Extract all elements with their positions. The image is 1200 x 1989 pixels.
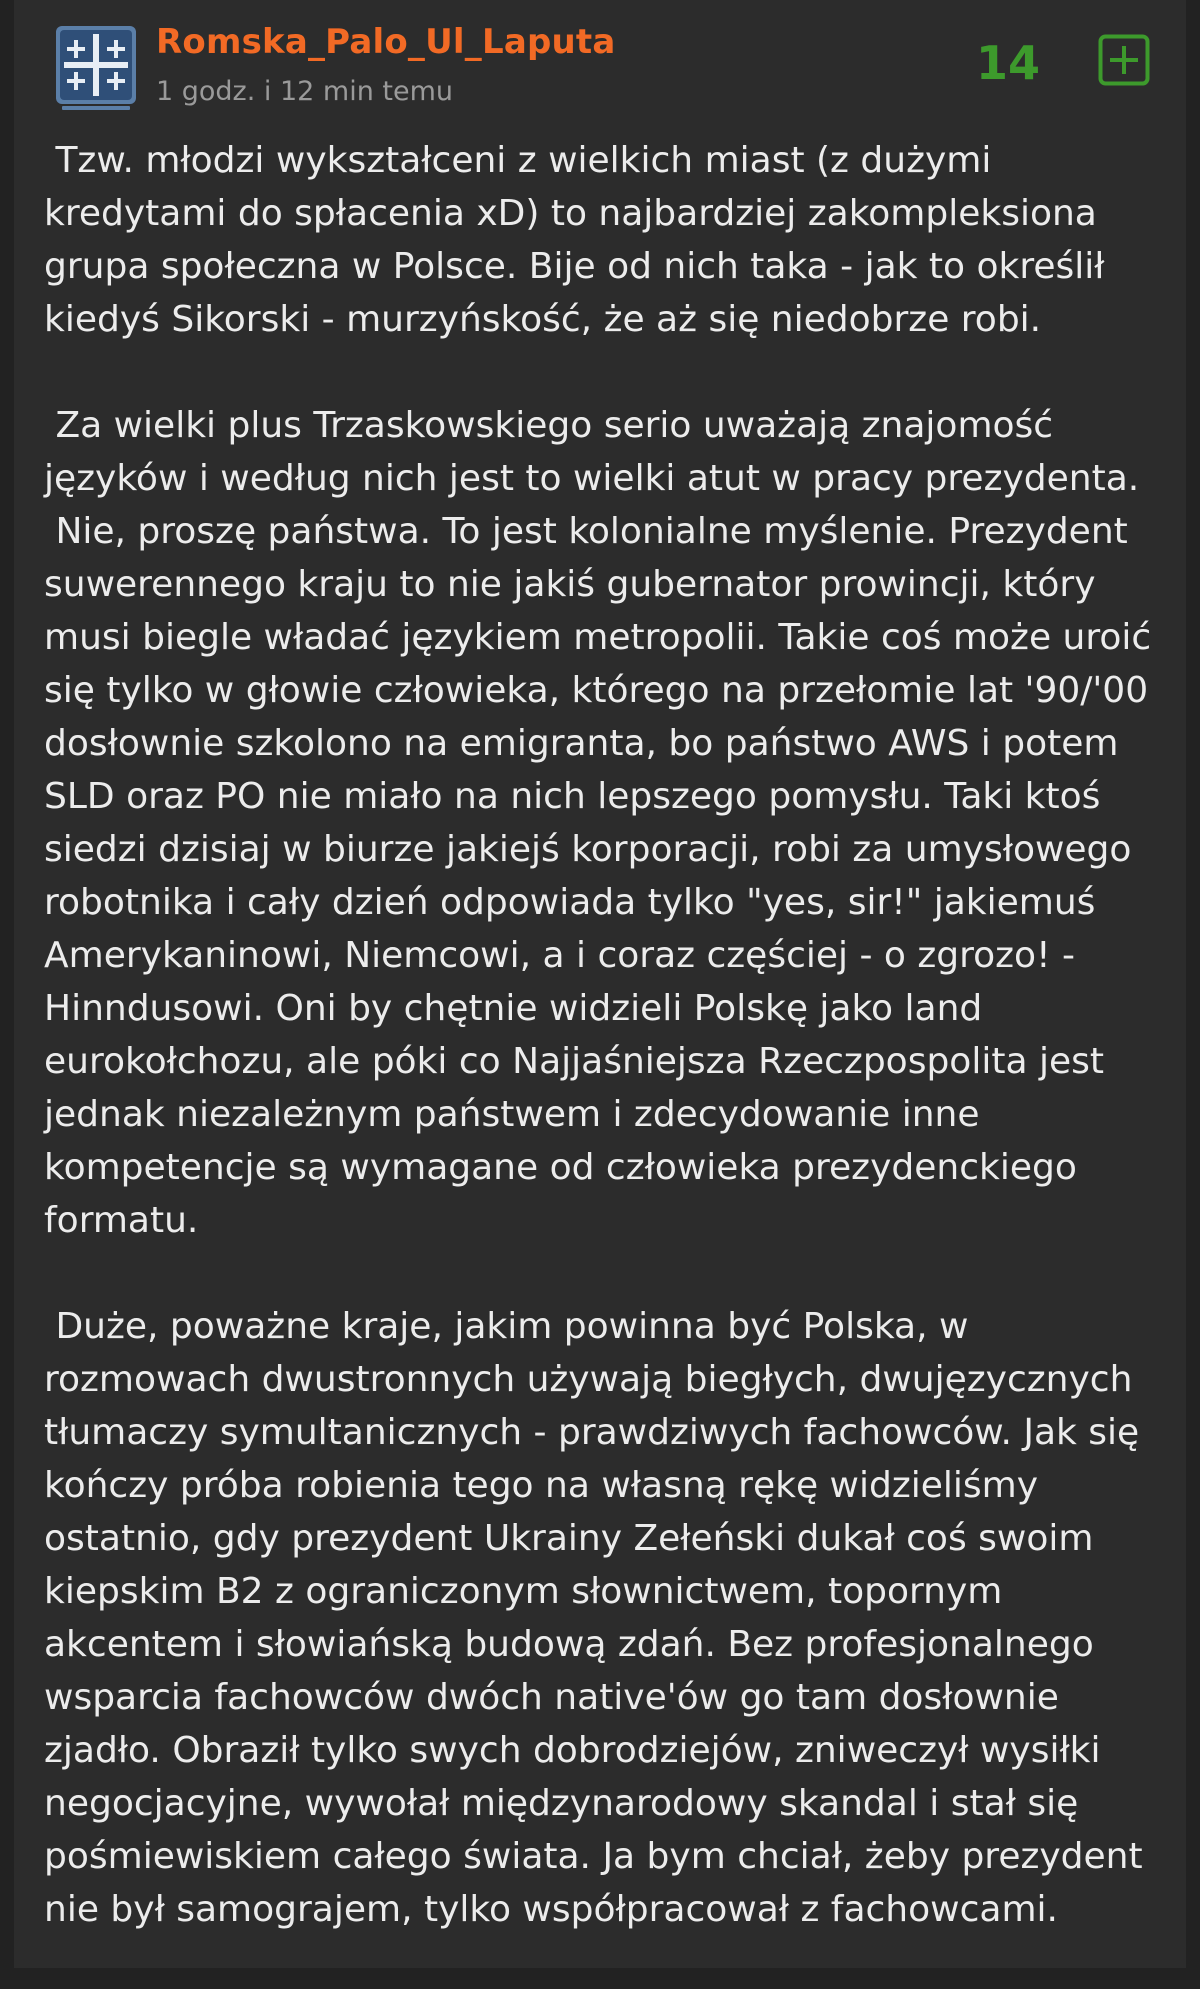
plus-square-icon[interactable]: [1098, 34, 1150, 86]
comment-line: nie był samograjem, tylko współpracował z fachowcami.: [44, 1889, 1058, 1930]
comment-line: wsparcia fachowców dwóch native'ów go tam dosłownie: [44, 1677, 1059, 1718]
comment-line: kończy próba robienia tego na własną rękę widzieliśmy: [44, 1465, 1039, 1506]
comment-line: rozmowach dwustronnych używają biegłych, dwujęzycznych: [44, 1359, 1133, 1400]
cross-shield-icon[interactable]: [56, 26, 136, 110]
comment-card: [14, 0, 1186, 1968]
comment-line: robotnika i cały dzień odpowiada tylko "yes, sir!" jakiemuś: [44, 882, 1096, 923]
comment-line: Tzw. młodzi wykształceni z wielkich miast (z dużymi: [44, 140, 992, 181]
comment-line: się tylko w głowie człowieka, którego na przełomie lat '90/'00: [44, 670, 1149, 711]
comment-line: tłumaczy symultanicznych - prawdziwych fachowców. Jak się: [44, 1412, 1140, 1453]
comment-body: [44, 134, 1194, 1989]
comment-line: SLD oraz PO nie miało na nich lepszego pomysłu. Taki ktoś: [44, 776, 1101, 817]
comment-line: musi biegle władać językiem metropolii. Takie coś może uroić: [44, 617, 1152, 658]
comment-line: Hinndusowi. Oni by chętnie widzieli Polskę jako land: [44, 988, 983, 1029]
comment-line: negocjacyjne, wywołał międzynarodowy skandal i stał się: [44, 1783, 1079, 1824]
comment-line: ostatnio, gdy prezydent Ukrainy Zełeński dukał coś swoim: [44, 1518, 1094, 1559]
vote-score: 14: [976, 36, 1041, 90]
comment-line: języków i według nich jest to wielki atut w pracy prezydenta.: [44, 458, 1140, 499]
comment-paragraph: [44, 1300, 1194, 1936]
comment-line: kiepskim B2 z ograniczonym słownictwem, topornym: [44, 1571, 1003, 1612]
comment-line: jednak niezależnym państwem i zdecydowanie inne: [44, 1094, 980, 1135]
comment-line: grupa społeczna w Polsce. Bije od nich taka - jak to określił: [44, 246, 1105, 287]
comment-paragraph: [44, 134, 1194, 346]
comment-line: Duże, poważne kraje, jakim powinna być Polska, w: [44, 1306, 969, 1347]
comment-line: zjadło. Obraził tylko swych dobrodziejów, zniweczył wysiłki: [44, 1730, 1101, 1771]
comment-line: kompetencje są wymagane od człowieka prezydenckiego: [44, 1147, 1077, 1188]
comment-line: kiedyś Sikorski - murzyńskość, że aż się niedobrze robi.: [44, 299, 1042, 340]
author-name[interactable]: Romska_Palo_Ul_Laputa: [156, 22, 616, 62]
comment-line: Amerykaninowi, Niemcowi, a i coraz częściej - o zgrozo! -: [44, 935, 1075, 976]
comment-line: Nie, proszę państwa. To jest kolonialne myślenie. Prezydent: [44, 511, 1128, 552]
comment-line: pośmiewiskiem całego świata. Ja bym chciał, żeby prezydent: [44, 1836, 1143, 1877]
comment-timestamp: 1 godz. i 12 min temu: [156, 76, 454, 107]
comment-line: dosłownie szkolono na emigranta, bo państwo AWS i potem: [44, 723, 1119, 764]
comment-line: suwerennego kraju to nie jakiś gubernator prowincji, który: [44, 564, 1096, 605]
comment-line: siedzi dzisiaj w biurze jakiejś korporacji, robi za umysłowego: [44, 829, 1132, 870]
comment-line: eurokołchozu, ale póki co Najjaśniejsza Rzeczpospolita jest: [44, 1041, 1104, 1082]
comment-line: kredytami do spłacenia xD) to najbardziej zakompleksiona: [44, 193, 1097, 234]
comment-line: formatu.: [44, 1200, 199, 1241]
comment-line: Za wielki plus Trzaskowskiego serio uważają znajomość: [44, 405, 1054, 446]
comment-paragraph: [44, 399, 1194, 1247]
comment-line: akcentem i słowiańską budową zdań. Bez profesjonalnego: [44, 1624, 1094, 1665]
